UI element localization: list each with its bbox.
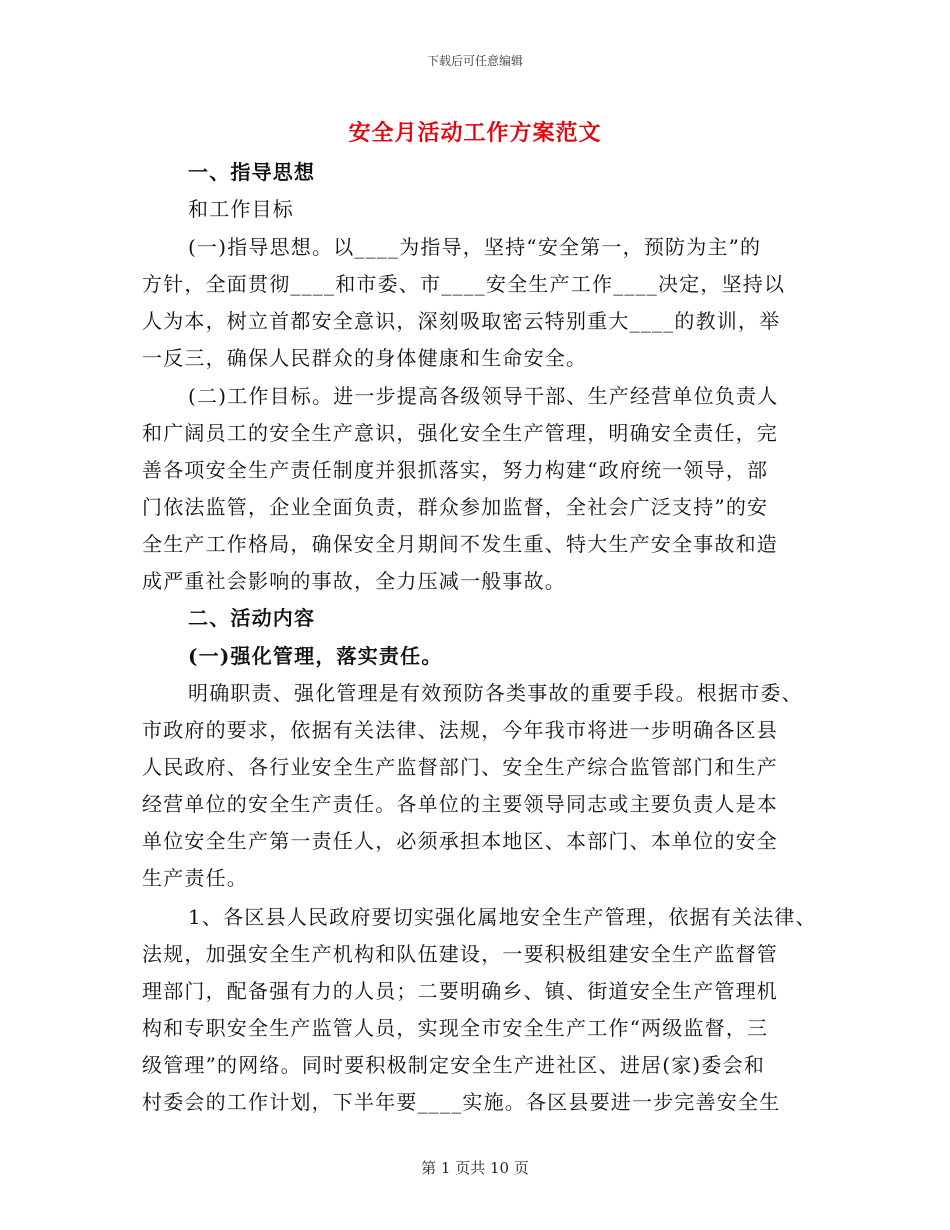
paragraph-line: 和广阔员工的安全生产意识，强化安全生产管理，明确安全责任，完: [142, 421, 778, 445]
paragraph-line: 门依法监管，企业全面负责，群众参加监督，全社会广泛支持”的安: [142, 495, 769, 519]
paragraph-line: 生产责任。: [142, 866, 248, 890]
paragraph-line: (一)指导思想。以____为指导，坚持“安全第一，预防为主”的: [188, 235, 762, 259]
paragraph-line: 理部门，配备强有力的人员；二要明确乡、镇、街道安全生产管理机: [142, 979, 778, 1003]
paragraph-line: (二)工作目标。进一步提高各级领导干部、生产经营单位负责人: [188, 384, 779, 408]
paragraph-line: 单位安全生产第一责任人，必须承担本地区、本部门、本单位的安全: [142, 829, 778, 853]
page-header: 下载后可任意编辑: [426, 54, 523, 68]
paragraph-line: 村委会的工作计划，下半年要____实施。各区县要进一步完善安全生: [142, 1090, 781, 1114]
paragraph-line: 善各项安全生产责任制度并狠抓落实，努力构建“政府统一领导，部: [142, 458, 769, 482]
section-heading-2: 二、活动内容: [188, 606, 316, 630]
paragraph-line: 市政府的要求，依据有关法律、法规，今年我市将进一步明确各区县: [142, 718, 778, 742]
subsection-heading: (一)强化管理，落实责任。: [188, 644, 443, 668]
paragraph-line: 人为本，树立首都安全意识，深刻吸取密云特别重大____的教训，举: [142, 309, 781, 333]
paragraph-line: 级管理”的网络。同时要积极制定安全生产进社区、进居(家)委会和: [142, 1053, 766, 1077]
paragraph-line: 人民政府、各行业安全生产监督部门、安全生产综合监管部门和生产: [142, 755, 778, 779]
section-heading-1: 一、指导思想: [188, 160, 316, 184]
document-title: 安全月活动工作方案范文: [348, 120, 602, 146]
paragraph-line: 经营单位的安全生产责任。各单位的主要领导同志或主要负责人是本: [142, 792, 778, 816]
paragraph-line: 成严重社会影响的事故，全力压减一般事故。: [142, 569, 566, 593]
paragraph-line: 方针，全面贯彻____和市委、市____安全生产工作____决定，坚持以: [142, 272, 786, 296]
paragraph-line: 构和专职安全生产监管人员，实现全市安全生产工作“两级监督，三: [142, 1016, 769, 1040]
paragraph-line: 明确职责、强化管理是有效预防各类事故的重要手段。根据市委、: [188, 681, 803, 705]
paragraph-line: 法规，加强安全生产机构和队伍建设，一要积极组建安全生产监督管: [142, 942, 778, 966]
paragraph-line: 全生产工作格局，确保安全月期间不发生重、特大生产安全事故和造: [142, 532, 778, 556]
paragraph-line: 1、各区县人民政府要切实强化属地安全生产管理，依据有关法律、: [188, 905, 817, 929]
paragraph-line: 一反三，确保人民群众的身体健康和生命安全。: [142, 346, 588, 370]
page-number: 第 1 页共 10 页: [421, 1159, 529, 1177]
paragraph-line: 和工作目标: [188, 197, 294, 221]
